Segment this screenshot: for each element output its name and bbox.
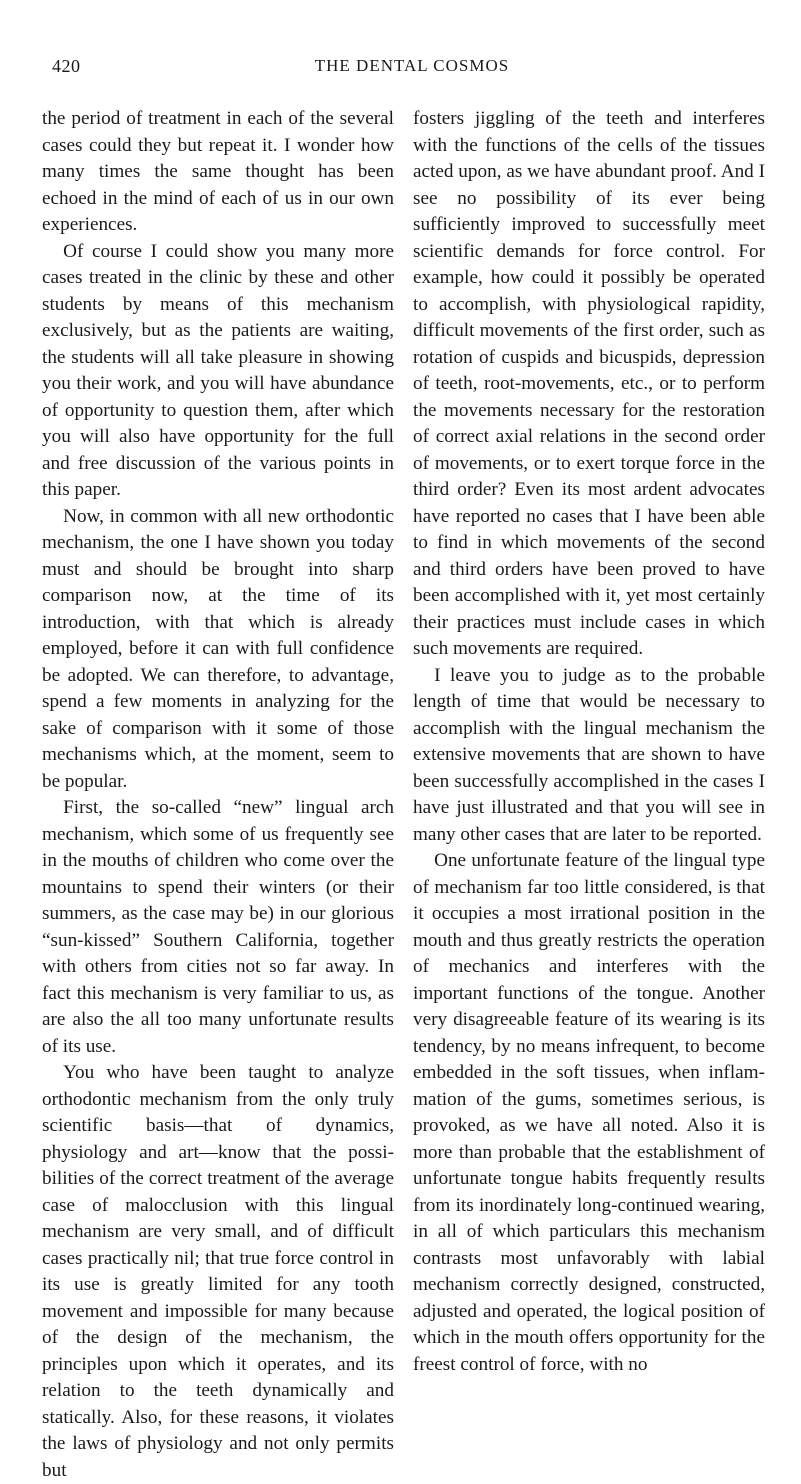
left-paragraph-5: You who have been taught to analyze orthodontic mechanism from the only truly scientific basis—that of dynamics, physiology and art—know that the possibilities of the correct treatment of the average case of malocclusion with this lingual mechanism are very small, and of difficult cases practically nil; that true force control in its use is greatly limited for any tooth movement and impossible for many because of the design of the mechanism, the principles upon which it operates, and its relation to the teeth dynamically and statically. Also, for these reasons, it violates the laws of physiology and not only permits but <box>42 1062 394 1481</box>
left-paragraph-3: Now, in common with all new orthodontic mechanism, the one I have shown you today must and should be brought into sharp comparison now, at the time of its introduction, with that which is already employed, before it can with full confidence be adopted. We can therefore, to advantage, spend a few moments in analyzing for the sake of comparison with it some of those mechanisms which, at the moment, seem to be popular. <box>42 505 394 792</box>
left-paragraph-4: First, the so-called “new” lingual arch mechanism, which some of us frequently see in the mouths of children who come over the mountains to spend their winters (or their summers, as the case may be) in our glorious “sun-kissed” Southern California, together with others from cities not so far away. In fact this mechanism is very familiar to us, as are also the all too many unfortunate results of its use. <box>42 797 394 1057</box>
right-column <box>413 106 765 1378</box>
right-paragraph-3: One unfortunate feature of the lingual type of mechanism far too little considered, is that it occupies a most irrational position in the mouth and thus greatly restricts the operation of mechanics and interferes with the important functions of the tongue. Another very disagreeable feature of its wearing is its tendency, by no means infrequent, to become embedded in the soft tissues, when inflammation of the gums, sometimes serious, is provoked, as we have all noted. Also it is more than probable that the establishment of unfortunate tongue habits frequently results from its inordinately long-continued wearing, in all of which particulars this mechanism contrasts most unfavorably with labial mechanism correctly designed, constructed, adjusted and operated, the logical position of which in the mouth offers opportunity for the freest control of force, with no <box>413 850 765 1375</box>
page-number: 420 <box>52 56 81 76</box>
right-paragraph-2: I leave you to judge as to the probable length of time that would be necessary to accomplish with the lingual mechanism the extensive movements that are shown to have been successfully accomplished in the cases I have just illustrated and that you will see in many other cases that are later to be reported. <box>413 664 765 845</box>
left-paragraph-1: the period of treatment in each of the several cases could they but repeat it. I wonder how many times the same thought has been echoed in the mind of each of us in our own experiences. <box>42 108 394 235</box>
right-paragraph-1: fosters jiggling of the teeth and interferes with the functions of the cells of the tissues acted upon, as we have abundant proof. And I see no possibility of its ever being sufficiently improved to successfully meet scientific demands for force control. For example, how could it possibly be operated to accomplish, with physiological rapidity, difficult movements of the first order, such as rotation of cuspids and bicuspids, depression of teeth, root-movements, etc., or to perform the movements necessary for the restoration of correct axial relations in the second order of movements, or to exert torque force in the third order? Even its most ardent advocates have reported no cases that I have been able to find in which movements of the second and third orders have been proved to have been accomplished with it, yet most certainly their practices must include cases in which such movements are required. <box>413 108 765 659</box>
left-paragraph-2: Of course I could show you many more cases treated in the clinic by these and other students by means of this mechanism exclusively, but as the patients are waiting, the students will all take pleasure in showing you their work, and you will have abundance of opportunity to question them, after which you will also have opportunity for the full and free discussion of the various points in this paper. <box>42 240 394 500</box>
running-head <box>52 54 772 78</box>
left-column <box>42 106 394 1484</box>
journal-title: THE DENTAL COSMOS <box>314 56 510 75</box>
